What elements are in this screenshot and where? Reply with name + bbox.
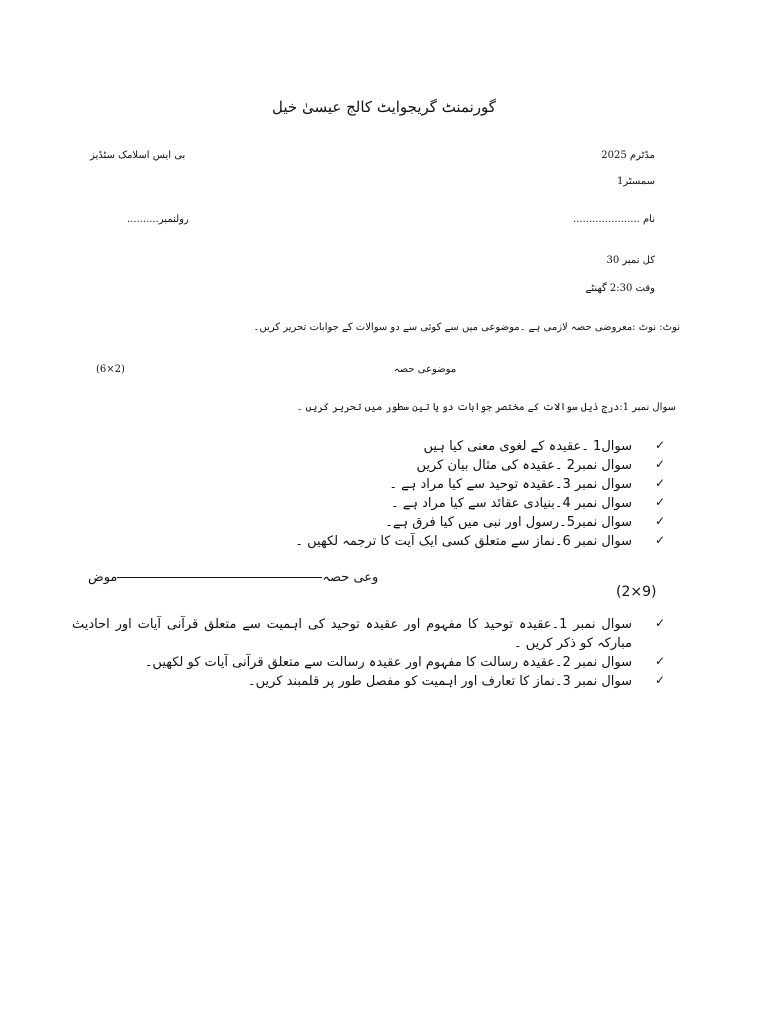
check-icon: ✓ xyxy=(655,654,666,668)
section2-heading xyxy=(88,570,378,585)
question-text: سوال نمبر 3۔نماز کا تعارف اور اہمیت کو مفصل طور پر قلمبند کریں۔ xyxy=(247,674,632,689)
check-icon: ✓ xyxy=(655,616,666,630)
exam-label: مڈٹرم 2025 xyxy=(601,150,655,161)
list-item xyxy=(112,456,632,475)
check-icon: ✓ xyxy=(655,495,666,509)
check-icon: ✓ xyxy=(655,476,666,490)
check-icon: ✓ xyxy=(655,438,666,452)
list-item xyxy=(72,653,632,672)
list-item xyxy=(112,475,632,494)
check-icon: ✓ xyxy=(655,514,666,528)
check-icon: ✓ xyxy=(655,673,666,687)
instruction-note: نوٹ: نوٹ :معروضی حصہ لازمی ہے ۔موضوعی میں سے کوئی سے دو سوالات کے جوابات تحریر کریں۔ xyxy=(253,322,680,333)
list-item xyxy=(112,513,632,532)
section2-heading-end: وعی حصہ xyxy=(322,570,379,585)
check-icon: ✓ xyxy=(655,533,666,547)
question-text: سوال نمبر 1۔عقیدہ توحید کا مفہوم اور عقیدہ توحید کی اہمیت سے متعلق قرآنی آیات اور احادیث مبارکہ کو ذکر کریں ۔ xyxy=(72,617,633,651)
semester-label: سمسٹر1 xyxy=(617,176,655,187)
question-text: سوال نمبر5۔رسول اور نبی میں کیا فرق ہے۔ xyxy=(385,515,632,530)
long-questions-list xyxy=(72,615,632,691)
question-text: سوال نمبر 6۔نماز سے متعلق کسی ایک آیت کا ترجمہ لکھیں ۔ xyxy=(295,534,632,549)
check-icon: ✓ xyxy=(655,457,666,471)
question1-intro: سوال نمبر 1:درج ذیل سوالات کے مختصر جوابات دو یا تین سطور میں تحریر کریں ۔ xyxy=(296,402,676,413)
list-item xyxy=(72,672,632,691)
program-label: بی ایس اسلامک سٹڈیز xyxy=(90,150,186,161)
roll-number-field: رولنمبر.......... xyxy=(127,214,189,225)
question-text: سوال نمبر 4۔بنیادی عقائد سے کیا مراد ہے ۔ xyxy=(391,496,632,511)
question-text: سوال نمبر 3۔عقیدہ توحید سے کیا مراد ہے ۔ xyxy=(389,477,632,492)
short-questions-list xyxy=(112,437,632,551)
time-label: وقت 2:30 گھنٹے xyxy=(585,283,655,294)
question-text: سوال نمبر2 ۔عقیدہ کی مثال بیان کریں xyxy=(416,458,632,473)
list-item xyxy=(72,615,632,653)
name-field: نام ..................... xyxy=(573,214,655,225)
total-marks: کل نمبر 30 xyxy=(606,255,655,266)
section1-heading: موضوعی حصہ xyxy=(393,364,457,375)
heading-underline xyxy=(117,577,322,578)
list-item xyxy=(112,494,632,513)
college-title: گورنمنٹ گریجوایٹ کالج عیسیٰ خیل xyxy=(272,98,496,116)
section2-heading-start: موض xyxy=(88,570,118,585)
question-text: سوال1 ۔عقیدہ کے لغوی معنی کیا ہیں xyxy=(423,439,632,454)
list-item xyxy=(112,437,632,456)
section2-marks: (2×9) xyxy=(616,584,657,600)
section1-marks: (6×2) xyxy=(96,364,125,375)
list-item xyxy=(112,532,632,551)
question-text: سوال نمبر 2۔عقیدہ رسالت کا مفہوم اور عقیدہ رسالت سے متعلق قرآنی آیات کو لکھیں۔ xyxy=(144,655,632,670)
